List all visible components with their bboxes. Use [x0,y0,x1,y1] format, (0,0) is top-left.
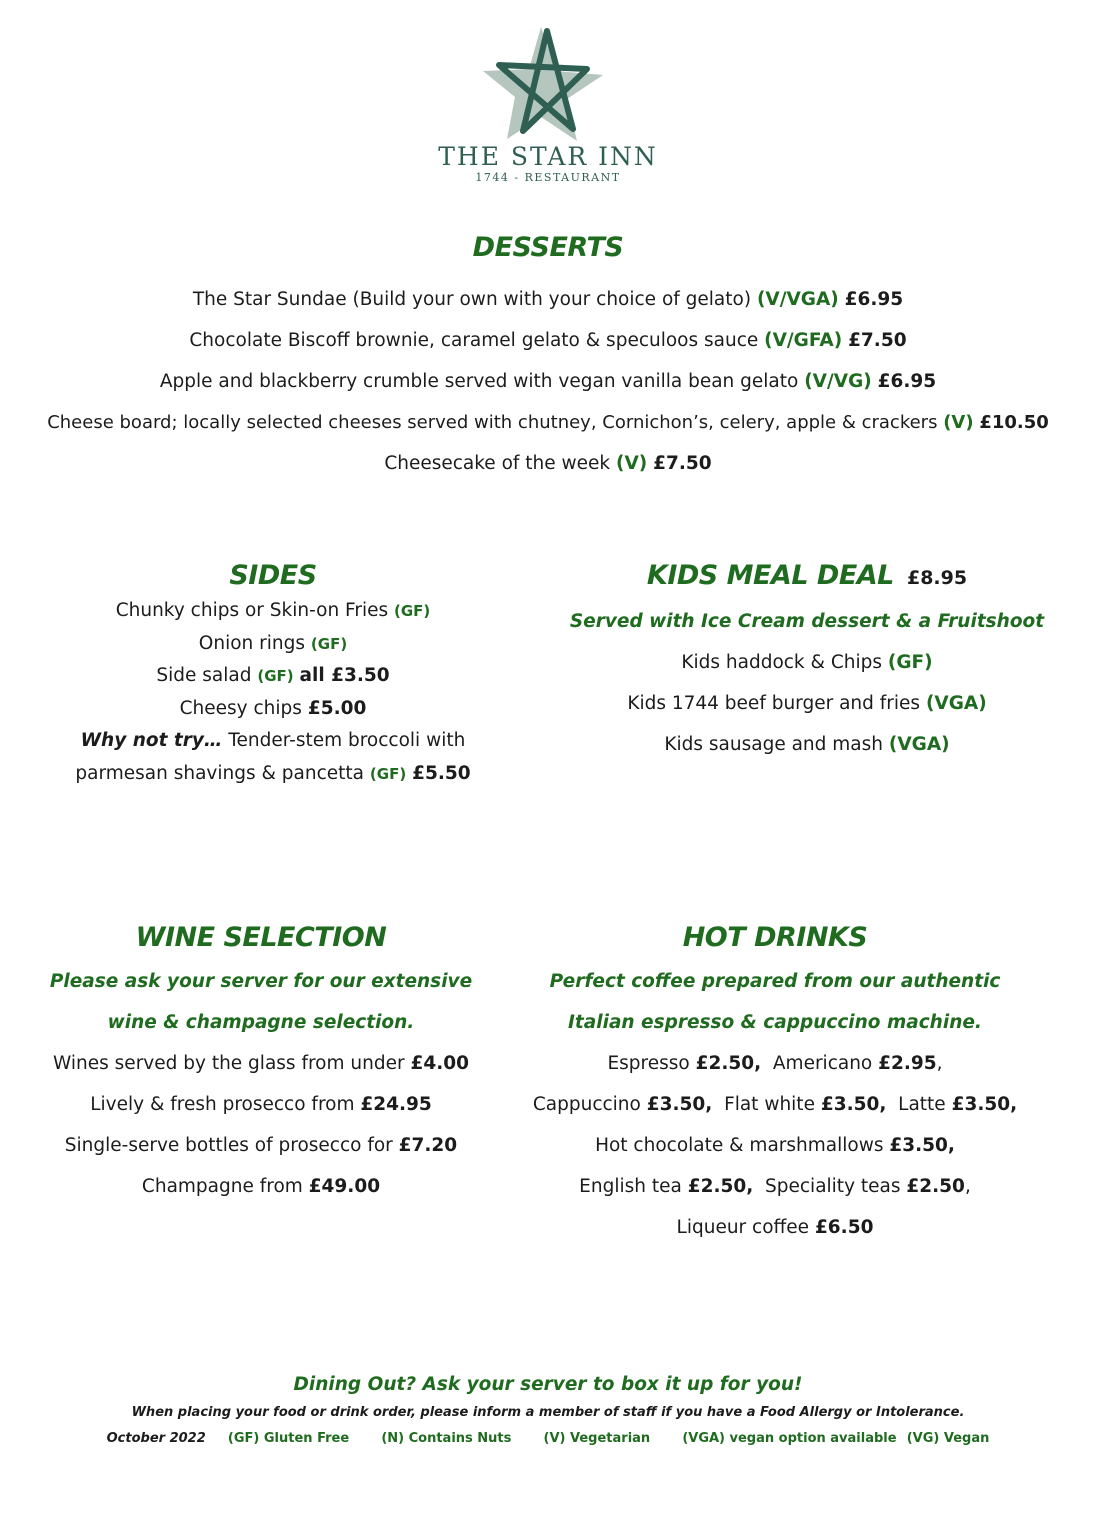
drink-name: Espresso [607,1053,690,1074]
drink-price: £2.50 [906,1176,965,1197]
dessert-price: £6.95 [877,371,937,392]
wine-price: £4.00 [410,1053,469,1074]
dessert-price: £7.50 [848,330,907,351]
dietary-tag: (V/GFA) [764,330,843,351]
drink-name: Cappuccino [532,1094,641,1115]
dessert-item [0,402,1096,443]
wine-price: £24.95 [360,1094,432,1115]
side-name: Tender-stem broccoli with [228,730,466,751]
wine-item-name: Champagne from [141,1176,303,1197]
kids-item-name: Kids haddock & Chips [681,652,882,673]
side-item [40,725,506,758]
wine-price: £49.00 [308,1176,381,1197]
dessert-price: £7.50 [653,453,712,474]
drink-price: £2.50, [687,1176,754,1197]
desserts-section [0,232,1096,484]
dessert-item [0,361,1096,402]
side-name: Chunky chips or Skin-on Fries [115,600,389,621]
drink-price: £6.50 [814,1217,874,1238]
side-price: £5.50 [412,762,471,784]
kids-heading-row [560,560,1054,591]
drinks-subtitle: Perfect coffee prepared from our authentic [549,971,1001,992]
wine-price: £7.20 [398,1135,458,1156]
wine-item-name: Wines served by the glass from under [53,1053,405,1074]
dessert-item [0,443,1096,484]
drink-name: Speciality teas [765,1176,901,1197]
dessert-price: £10.50 [979,412,1049,433]
hot-drinks-heading: HOT DRINKS [682,922,868,953]
wine-section [30,922,492,1207]
wine-subtitle: wine & champagne selection. [107,1012,415,1033]
dessert-price: £6.95 [844,289,904,310]
wine-item [30,1084,492,1125]
wine-item [30,1043,492,1084]
wine-item-name: Single-serve bottles of prosecco for [64,1135,393,1156]
dessert-name: Apple and blackberry crumble served with vegan vanilla bean gelato [159,371,799,392]
kids-item [560,724,1054,765]
side-item [40,693,506,726]
kids-item [560,683,1054,724]
drink-name: Flat white [724,1094,815,1115]
dietary-tag: (V/VG) [804,371,872,392]
logo-subtitle: 1744 - RESTAURANT [475,171,621,184]
dietary-tag: (VGA) [888,734,950,755]
dessert-item [0,279,1096,320]
dietary-tag: (V/VGA) [756,289,839,310]
drink-name: Latte [898,1094,946,1115]
menu-date: October 2022 [106,1431,206,1446]
legend-vg: (VG) Vegan [906,1431,990,1446]
drink-name: Americano [772,1053,873,1074]
dietary-legend [0,1428,1096,1450]
footer-takeaway-note: Dining Out? Ask your server to box it up for you! [293,1374,803,1395]
drink-name: Hot chocolate & marshmallows [595,1135,884,1156]
wine-heading: WINE SELECTION [135,922,387,953]
drink-price: £2.50, [695,1053,762,1074]
side-name: Cheesy chips [179,697,302,719]
drink-price: £3.50, [951,1094,1018,1115]
kids-item-name: Kids sausage and mash [664,734,883,755]
legend-n: (N) Contains Nuts [381,1431,512,1446]
wine-item-name: Lively & fresh prosecco from [90,1094,355,1115]
kids-item [560,642,1054,683]
dietary-tag: (GF) [310,634,348,653]
drinks-subtitle: Italian espresso & cappuccino machine. [568,1012,982,1033]
drinks-row: English tea £2.50, Speciality teas £2.50, [579,1176,971,1197]
footer [0,1372,1096,1450]
star-icon [483,25,613,141]
side-name: Side salad [156,665,252,686]
allergy-note: When placing your food or drink order, please inform a member of staff if you have a Food Allergy or Intolerance. [131,1405,965,1420]
wine-item [30,1125,492,1166]
legend-gf: (GF) Gluten Free [227,1431,350,1446]
dietary-tag: (VGA) [925,693,987,714]
side-price: all £3.50 [299,665,390,686]
kids-section [560,560,1054,765]
side-item [40,758,506,791]
dietary-tag: (GF) [257,667,294,685]
dessert-name: Cheese board; locally selected cheeses served with chutney, Cornichon’s, celery, apple & crackers [47,412,938,433]
dietary-tag: (V) [616,453,648,474]
side-item [40,595,506,628]
sides-heading: SIDES [229,560,317,591]
drink-price: £3.50, [646,1094,713,1115]
legend-v: (V) Vegetarian [543,1431,651,1446]
drink-price: £3.50, [820,1094,887,1115]
drinks-row [500,1084,1050,1125]
logo-name: THE STAR INN [438,142,658,171]
restaurant-logo [0,25,1096,185]
dietary-tag: (GF) [887,652,933,673]
drinks-row [500,1207,1050,1248]
kids-subtitle: Served with Ice Cream dessert & a Fruitshoot [569,611,1045,632]
dietary-tag: (V) [943,412,974,433]
side-item [40,660,506,693]
drinks-row [500,1125,1050,1166]
dessert-name: Chocolate Biscoff brownie, caramel gelato & speculoos sauce [189,330,759,351]
side-name: parmesan shavings & pancetta [75,762,365,784]
sides-section [40,560,506,790]
dessert-item [0,320,1096,361]
wine-item [30,1166,492,1207]
dessert-name: Cheesecake of the week [384,453,611,474]
desserts-heading: DESSERTS [472,232,624,263]
side-item [40,628,506,661]
dessert-name: The Star Sundae (Build your own with your choice of gelato) [192,289,752,310]
side-name: Onion rings [198,632,306,654]
hot-drinks-section [500,922,1050,1248]
drink-name: Liqueur coffee [676,1217,810,1238]
legend-vga: (VGA) vegan option available [682,1431,897,1446]
dietary-tag: (GF) [369,764,407,783]
kids-item-name: Kids 1744 beef burger and fries [627,693,921,714]
drink-price: £3.50, [889,1135,955,1156]
drink-price: £2.95 [878,1053,937,1074]
wine-subtitle: Please ask your server for our extensive [49,971,473,992]
dietary-tag: (GF) [394,602,431,620]
drink-name: English tea [579,1176,682,1197]
drinks-row: Espresso £2.50, Americano £2.95, [607,1053,943,1074]
kids-heading: KIDS MEAL DEAL [646,560,894,591]
side-lead: Why not try… [80,730,223,751]
kids-price: £8.95 [906,567,968,589]
side-price: £5.00 [307,697,367,719]
